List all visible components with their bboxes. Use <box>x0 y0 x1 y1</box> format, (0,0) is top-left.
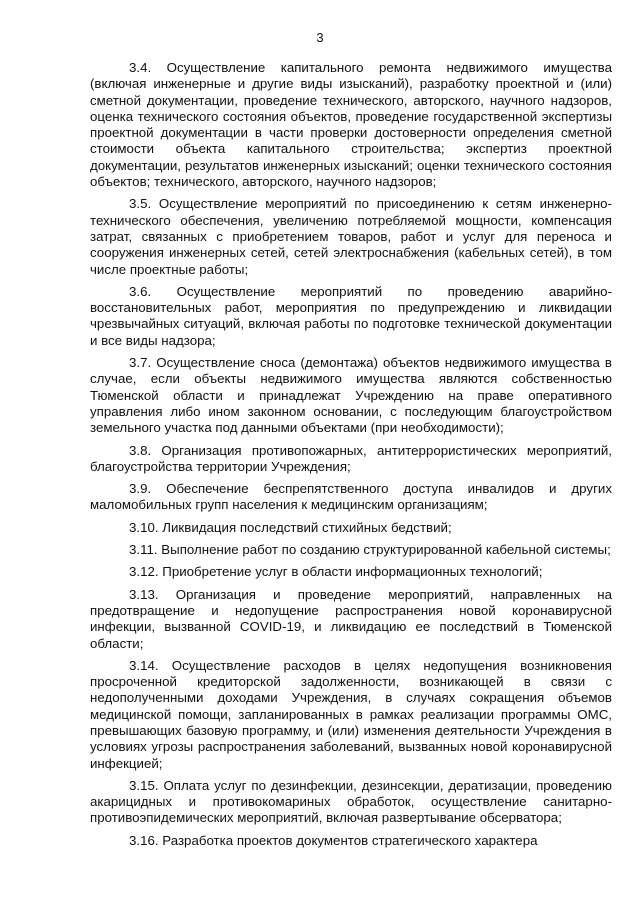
clause-3-9 <box>90 481 612 514</box>
clause-text: Осуществление мероприятий по присоединению к сетям инженерно-технического обеспечения, увеличению потребляемой мощности, компенсация затрат, связанных с приобретением товаров, работ и услуг для переноса и сооружения инженерных сетей, сетей электроснабжения (кабельных сетей), в том числе проектные работы; <box>90 196 612 277</box>
clause-number: 3.12. <box>129 564 159 580</box>
clause-text: Обеспечение беспрепятственного доступа инвалидов и других маломобильных групп населения к медицинским организациям; <box>90 481 612 513</box>
clause-3-15 <box>90 778 612 827</box>
clause-3-6 <box>90 284 612 349</box>
clause-3-4 <box>90 60 612 190</box>
clause-3-10 <box>90 520 612 536</box>
clause-text: Осуществление мероприятий по проведению аварийно-восстановительных работ, мероприятия по предупреждению и ликвидации чрезвычайных ситуаций, включая работы по подготовке технической документации и все виды надзора; <box>90 283 612 348</box>
clause-number: 3.5. <box>129 196 152 212</box>
clause-3-11 <box>90 542 612 558</box>
clause-number: 3.15. <box>129 777 159 793</box>
clause-number: 3.9. <box>129 481 152 497</box>
clause-number: 3.16. <box>129 832 159 848</box>
clause-3-8 <box>90 443 612 476</box>
clause-text: Осуществление сноса (демонтажа) объектов недвижимого имущества в случае, если объекты недвижимого имущества являются собственностью Тюменской области и принадлежат Учреждению на праве оперативного управления либо ином законном основании, с последующим благоустройством земельного участка под данными объектами (при необходимости); <box>90 355 612 436</box>
clause-text: Организация противопожарных, антитеррористических мероприятий, благоустройства территории Учреждения; <box>90 442 613 474</box>
clause-text: Оплата услуг по дезинфекции, дезинсекции, дератизации, проведению акарицидных и противокомариных обработок, осуществление санитарно-противоэпидемических мероприятий, включая развертывание обсерватора; <box>90 777 612 826</box>
document-body <box>90 60 612 855</box>
clause-3-7 <box>90 355 612 436</box>
clause-text: Осуществление капитального ремонта недвижимого имущества (включая инженерные и другие виды изысканий), разработку проектной и (или) сметной документации, проведение технического, авторского, научного надзоров, оценка технического состояния объектов, проведение государственной экспертизы проектной документации в части проверки достоверности определения сметной стоимости объекта капитального строительства; экспертиз проектной документации, результатов инженерных изысканий; оценки технического состояния объектов; технического, авторского, научного надзоров; <box>90 60 612 190</box>
clause-text: Организация и проведение мероприятий, направленных на предотвращение и недопущение распространения новой коронавирусной инфекции, вызванной COVID-19, и ликвидацию ее последствий в Тюменской области; <box>90 586 612 651</box>
clause-number: 3.10. <box>129 519 159 535</box>
clause-number: 3.13. <box>129 586 159 602</box>
clause-3-5 <box>90 196 612 277</box>
page-number: 3 <box>316 30 324 45</box>
clause-3-14 <box>90 658 612 772</box>
clause-number: 3.4. <box>129 60 152 75</box>
clause-number: 3.6. <box>129 283 152 299</box>
clause-text: Осуществление расходов в целях недопущения возникновения просроченной кредиторской задолженности, возникающей в связи с недополученными доходами Учреждения, в случаях сокращения объемов медицинской помощи, запланированных в рамках реализации программы ОМС, превышающих базовую программу, и (или) изменения деятельности Учреждения в условиях угрозы распространения заболеваний, вызванных новой коронавирусной инфекцией; <box>90 657 613 771</box>
clause-number: 3.8. <box>129 442 152 458</box>
clause-number: 3.11. <box>129 542 158 558</box>
clause-3-12 <box>90 564 612 580</box>
clause-text: Приобретение услуг в области информационных технологий; <box>162 564 543 580</box>
clause-text: Разработка проектов документов стратегического характера <box>162 832 538 848</box>
clause-3-16 <box>90 833 612 849</box>
clause-number: 3.7. <box>129 355 152 371</box>
clause-text: Ликвидация последствий стихийных бедствий; <box>162 519 452 535</box>
clause-text: Выполнение работ по созданию структурированной кабельной системы; <box>161 542 611 558</box>
clause-number: 3.14. <box>129 657 159 673</box>
clause-3-13 <box>90 587 612 652</box>
